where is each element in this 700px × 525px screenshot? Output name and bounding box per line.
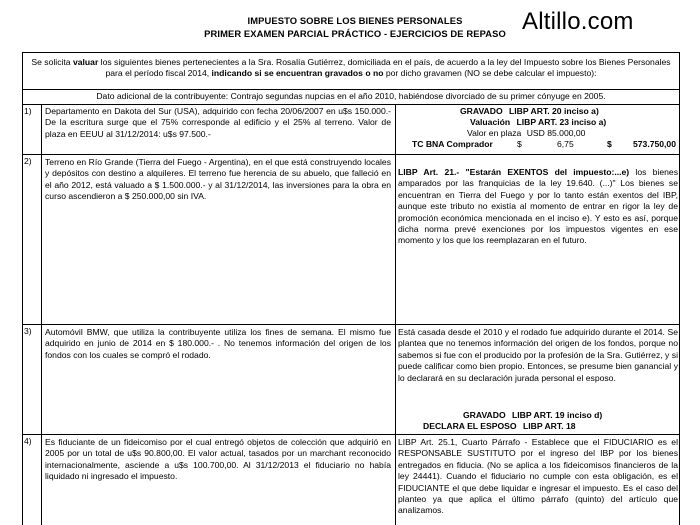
additional-data-text: Dato adicional de la contribuyente: Contrajo segundas nupcias en el año 2010, habiéndose divorciado de su primer cónyuge en 2005. xyxy=(96,91,606,101)
valor-plaza-label: Valor en plaza xyxy=(467,128,522,138)
item-number: 1) xyxy=(24,106,32,116)
item-number: 2) xyxy=(24,156,32,166)
gravado-label: GRAVADO xyxy=(463,410,506,420)
column-divider xyxy=(41,155,42,324)
intro-text: Se solicita valuar los siguientes bienes pertenecientes a la Sra. Rosalía Gutiérrez, domiciliada en el país, de acuerdo a la ley del Impuesto sobre los Bienes Personales para el período fiscal 2014, indicando si se encuentran gravados o no por dicho gravamen (NO se debe calcular el impuesto): xyxy=(31,57,671,79)
item-answer xyxy=(398,106,678,154)
column-divider xyxy=(41,105,42,154)
intro-row xyxy=(22,52,680,90)
item-description: Departamento en Dakota del Sur (USA), adquirido con fecha 20/06/2007 en u$s 150.000.- De la escritura surge que el 75% corresponde al edificio y el 25% al terreno. Valor de plaza en EEUU al 31/12/2014: u$s 97.500.- xyxy=(45,106,391,139)
column-divider xyxy=(395,435,396,525)
item-description: Automóvil BMW, que utiliza la contribuyente utiliza los fines de semana. El mismo fue adquirido en junio de 2014 en $ 180.000.- . No tenemos información del origen de los fondos con los cuales se compró el rodado. xyxy=(45,327,391,360)
item-number: 3) xyxy=(24,326,32,336)
declara-ref: LIBP ART. 18 xyxy=(522,421,576,431)
item-answer: LIBP Art. 21.- "Estarán EXENTOS del impuesto:...e) los bienes amparados por las franquicias de la ley 19.640. (...)" Los bienes se encuentran en Tierra del Fuego y por lo tanto están exentos del IBP, aunque este tributo no existía al momento de entrar en rigor la ley de promoción económica mencionada en el inciso e). Y esto es así, porque dicha norma prevé exenciones por los impuestos vigentes en ese momento y los que los reemplazaran en el futuro. xyxy=(398,167,678,246)
column-divider xyxy=(41,435,42,525)
item-number: 4) xyxy=(24,436,32,446)
gravado-label: GRAVADO xyxy=(460,106,503,116)
item-row-1 xyxy=(22,105,680,155)
exercise-table xyxy=(22,52,680,522)
gravado-ref: LIBP ART. 19 inciso d) xyxy=(512,410,603,420)
item-description: Terreno en Río Grande (Tierra del Fuego - Argentina), en el que está construyendo locales y depósitos con destino a alquileres. El terreno fue herencia de su abuelo, que falleció en el año 2012, está valuado a $ 1.500.000.- y al 31/12/2014, las inversiones para la obra en curso ascendieron a $ 250.000,00 sin IVA. xyxy=(45,157,391,202)
tc-label: TC BNA Comprador xyxy=(412,139,493,149)
item-answer: Está casada desde el 2010 y el rodado fue adquirido durante el 2014. Se plantea que no tenemos información del origen de los fondos, porque no sabemos si fue con el producido por la profesión de la Sra. Gutiérrez, y si puede calificar como bien propio. Entonces, se presume bien ganancial y lo declarará en su declaración jurada personal el esposo. xyxy=(398,327,678,383)
valuacion-label: Valuación xyxy=(470,117,511,127)
tc-value: 6,75 xyxy=(557,139,574,149)
gravado-ref: LIBP ART. 20 inciso a) xyxy=(509,106,599,116)
additional-data-row xyxy=(22,90,680,105)
valor-plaza-value: USD 85.000,00 xyxy=(526,128,586,138)
tc-currency: $ xyxy=(517,139,522,149)
item-answer: LIBP Art. 25.1, Cuarto Párrafo - Establece que el FIDUCIARIO es el RESPONSABLE SUSTITUTO por el ingreso del IBP por los bienes entregados en fiducia. (No se aplica a los fideicomisos financieros de la ley 24441). Cuando el fiduciario no cumple con esta obligación, es el FIDUCIANTE el que debe liquidar e ingresar el impuesto. Es el caso del planteo ya que aplica el último párrafo (quinto) del artículo que analizamos. xyxy=(398,437,678,516)
column-divider xyxy=(395,105,396,154)
column-divider xyxy=(395,325,396,434)
declara-label: DECLARA EL ESPOSO xyxy=(423,421,517,431)
total-currency: $ xyxy=(607,139,612,149)
item-description: Es fiduciante de un fideicomiso por el cual entregó objetos de colección que adquirió en 2005 por un total de u$s 90.800,00. El valor actual, tasados por un marchant reconocido internacionalmente, asciende a u$s 100.700,00. Al 31/12/2013 el fiduciario no había liquidado ni ingresado el impuesto. xyxy=(45,437,391,482)
document-title: IMPUESTO SOBRE LOS BIENES PERSONALES xyxy=(247,15,463,26)
item-row-2 xyxy=(22,155,680,325)
item-row-3 xyxy=(22,325,680,435)
column-divider xyxy=(395,155,396,324)
valuacion-ref: LIBP ART. 23 inciso a) xyxy=(516,117,607,127)
document-subtitle: PRIMER EXAMEN PARCIAL PRÁCTICO - EJERCICIOS DE REPASO xyxy=(204,28,506,39)
column-divider xyxy=(41,325,42,434)
site-logo[interactable]: Altillo.com xyxy=(522,8,634,35)
total-value: 573.750,00 xyxy=(632,139,676,149)
item-row-4 xyxy=(22,435,680,525)
item-conclusion xyxy=(398,410,678,434)
